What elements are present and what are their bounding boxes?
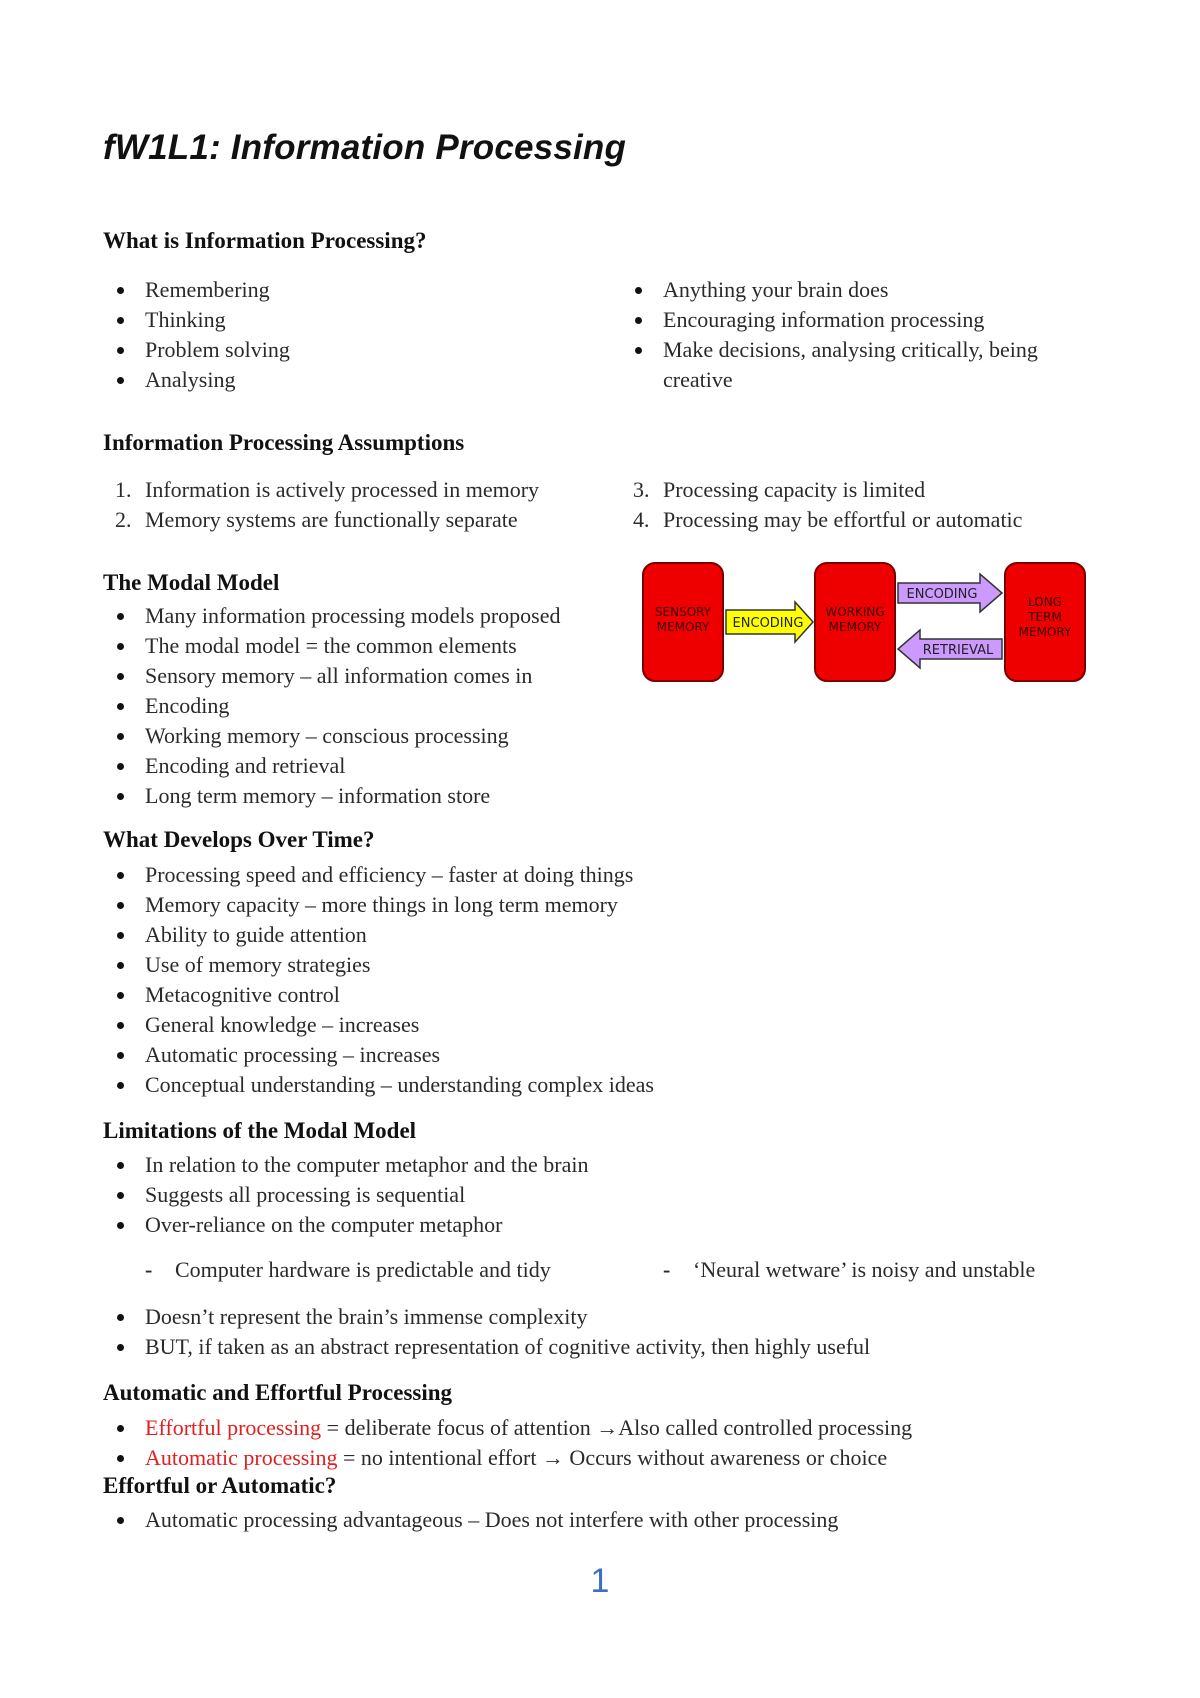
limitations-list-2: [103, 1302, 1103, 1362]
item-number: 3.: [633, 477, 650, 502]
item-text: Information is actively processed in memory: [145, 477, 540, 502]
sensory-label-1: SENSORY: [654, 605, 712, 619]
item-number: 4.: [633, 507, 650, 532]
item-number: 1.: [115, 477, 132, 502]
heading-auto-effortful: Automatic and Effortful Processing: [103, 1380, 453, 1405]
modal-model-diagram: [640, 560, 1090, 685]
dash-item-right: - ‘Neural wetware’ is noisy and unstable: [663, 1257, 1036, 1282]
heading-develops: What Develops Over Time?: [103, 827, 375, 852]
item-number: 2.: [115, 507, 132, 532]
page-number: 1: [590, 1562, 610, 1600]
ltm-label-2: TERM: [1028, 610, 1062, 624]
retrieval-label: RETRIEVAL: [922, 643, 994, 658]
assumptions-left-list: [103, 475, 603, 535]
develops-list: [103, 860, 1103, 1100]
ltm-label-1: LONG: [1028, 595, 1062, 609]
dash-text: ‘Neural wetware’ is noisy and unstable: [693, 1257, 1036, 1282]
list-item: Ability to guide attention: [103, 920, 1103, 950]
assumptions-right-list: [621, 475, 1101, 535]
effortful-definition: = deliberate focus of attention →Also called controlled processing: [321, 1415, 913, 1440]
list-item: Conceptual understanding – understanding complex ideas: [103, 1070, 1103, 1100]
item-text: Processing may be effortful or automatic: [663, 507, 1023, 532]
encoding-label-2: ENCODING: [906, 587, 978, 602]
list-item: The modal model = the common elements: [103, 631, 643, 661]
list-item: [621, 475, 1101, 505]
list-item: Encouraging information processing: [621, 305, 1091, 335]
list-item: Processing speed and efficiency – faster at doing things: [103, 860, 1103, 890]
list-item: Automatic processing advantageous – Does not interfere with other processing: [103, 1505, 1103, 1535]
automatic-term: Automatic processing: [145, 1445, 338, 1470]
list-item: [103, 505, 603, 535]
auto-effortful-list: [103, 1413, 1103, 1473]
list-item: Many information processing models proposed: [103, 601, 643, 631]
list-item: Encoding: [103, 691, 643, 721]
item-text: Processing capacity is limited: [663, 477, 926, 502]
what-is-right-list: [621, 275, 1091, 395]
list-item: Thinking: [103, 305, 583, 335]
automatic-definition: = no intentional effort → Occurs without awareness or choice: [337, 1445, 888, 1470]
list-item: Use of memory strategies: [103, 950, 1103, 980]
working-label-1: WORKING: [825, 605, 885, 619]
list-item: Encoding and retrieval: [103, 751, 643, 781]
list-item: Automatic processing – increases: [103, 1040, 1103, 1070]
heading-effortful-or-automatic: Effortful or Automatic?: [103, 1473, 337, 1498]
list-item: Over-reliance on the computer metaphor: [103, 1210, 1103, 1240]
list-item: Make decisions, analysing critically, being creative: [621, 335, 1091, 395]
ltm-label-3: MEMORY: [1018, 625, 1072, 639]
list-item: Memory capacity – more things in long term memory: [103, 890, 1103, 920]
heading-assumptions: Information Processing Assumptions: [103, 430, 465, 455]
list-item: Doesn’t represent the brain’s immense complexity: [103, 1302, 1103, 1332]
page-title: fW1L1: Information Processing: [103, 128, 627, 167]
list-item: Suggests all processing is sequential: [103, 1180, 1103, 1210]
what-is-left-list: [103, 275, 583, 395]
dash-text: Computer hardware is predictable and tidy: [175, 1257, 551, 1282]
heading-modal-model: The Modal Model: [103, 570, 280, 595]
list-item: General knowledge – increases: [103, 1010, 1103, 1040]
list-item: Metacognitive control: [103, 980, 1103, 1010]
list-item: In relation to the computer metaphor and the brain: [103, 1150, 1103, 1180]
heading-limitations: Limitations of the Modal Model: [103, 1118, 417, 1143]
dash-item-left: - Computer hardware is predictable and tidy: [145, 1257, 551, 1282]
list-item: Analysing: [103, 365, 583, 395]
working-label-2: MEMORY: [828, 620, 882, 634]
list-item: Remembering: [103, 275, 583, 305]
modal-model-list: [103, 601, 643, 811]
list-item: Long term memory – information store: [103, 781, 643, 811]
sensory-label-2: MEMORY: [656, 620, 710, 634]
list-item: [103, 1443, 1103, 1473]
list-item: BUT, if taken as an abstract representation of cognitive activity, then highly useful: [103, 1332, 1103, 1362]
effortful-term: Effortful processing: [145, 1415, 322, 1440]
heading-what-is: What is Information Processing?: [103, 228, 427, 253]
list-item: [621, 505, 1101, 535]
item-text: Memory systems are functionally separate: [145, 507, 518, 532]
list-item: Anything your brain does: [621, 275, 1091, 305]
encoding-label-1: ENCODING: [732, 616, 804, 631]
list-item: [103, 475, 603, 505]
list-item: Problem solving: [103, 335, 583, 365]
limitations-list: [103, 1150, 1103, 1240]
effortful-or-automatic-list: [103, 1505, 1103, 1535]
list-item: Sensory memory – all information comes in: [103, 661, 643, 691]
list-item: [103, 1413, 1103, 1443]
list-item: Working memory – conscious processing: [103, 721, 643, 751]
